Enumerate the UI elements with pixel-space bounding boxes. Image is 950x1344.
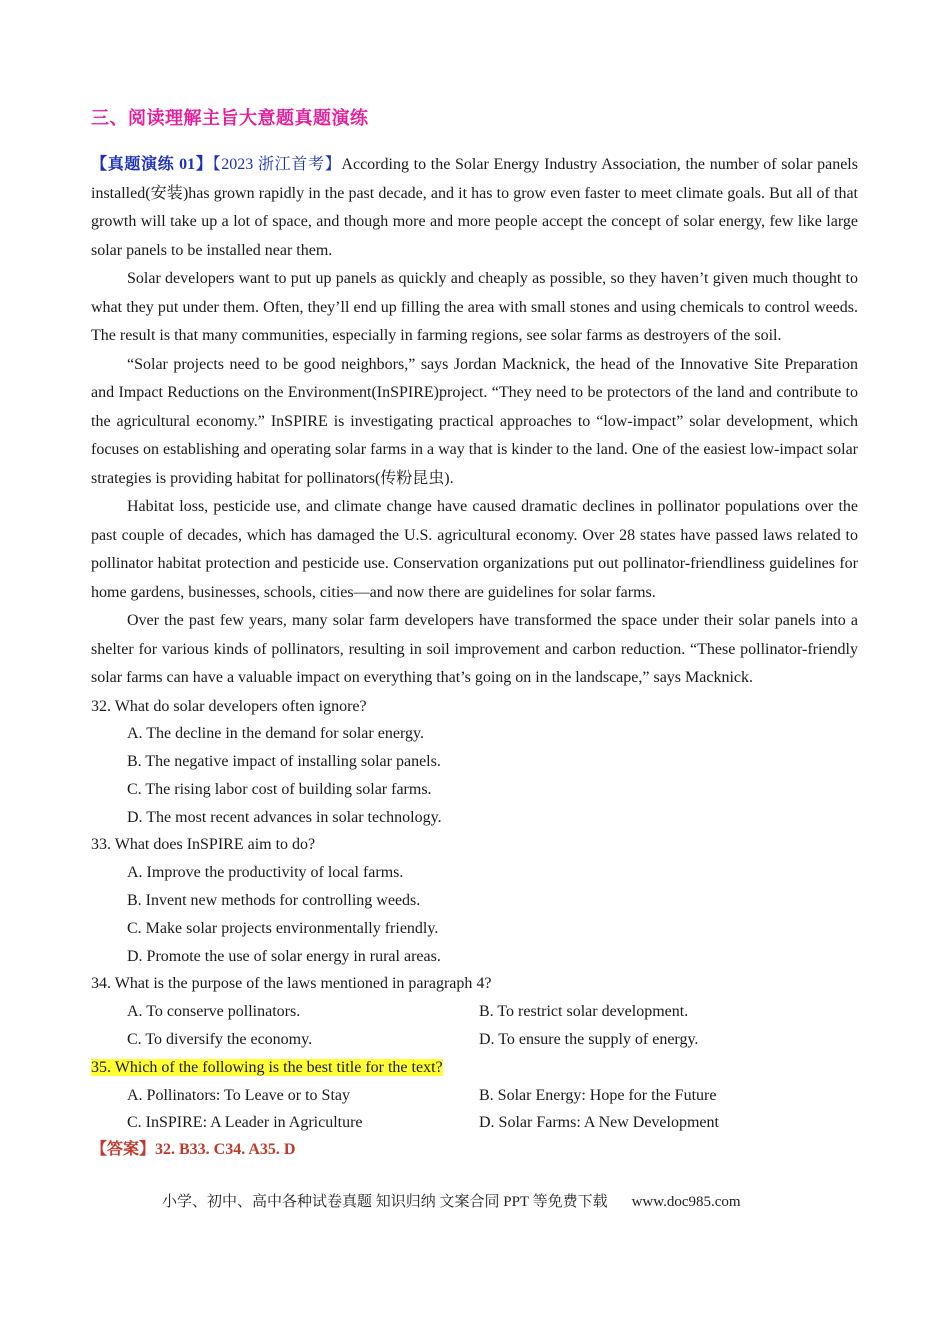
footer-url[interactable]: www.doc985.com: [631, 1194, 741, 1210]
section-title: 三、阅读理解主旨大意题真题演练: [91, 108, 369, 129]
option-b: B. Solar Energy: Hope for the Future: [479, 1086, 717, 1104]
option-c: C. Make solar projects environmentally friendly.: [127, 919, 439, 937]
option-a: A. The decline in the demand for solar energy.: [127, 725, 424, 743]
option-d: D. Promote the use of solar energy in rural areas.: [127, 947, 441, 965]
passage-paragraph-4: Habitat loss, pesticide use, and climate change have caused dramatic declines in pollinator populations over the past couple of decades, which has damaged the U.S. agricultural economy. Over 28 states have passed laws related to pollinator habitat protection and pesticide use. Conservation organizations put out pollinator-friendliness guidelines for home gardens, businesses, schools, cities—and now there are guidelines for solar farms.: [91, 498, 858, 601]
option-b: B. Invent new methods for controlling weeds.: [127, 892, 421, 910]
question-34-options: [91, 998, 858, 1054]
option-a: A. To conserve pollinators.: [127, 1003, 301, 1021]
exam-tag: 【真题演练 01】: [91, 156, 213, 173]
passage-paragraph-5: Over the past few years, many solar farm developers have transformed the space under their solar panels into a shelter for various kinds of pollinators, resulting in soil improvement and carbon reduction. “These pollinator-friendly solar farms can have a valuable impact on everything that’s going on in the landscape,” says Macknick.: [91, 612, 858, 686]
option-c: C. InSPIRE: A Leader in Agriculture: [127, 1114, 363, 1132]
option-d: D. To ensure the supply of energy.: [479, 1031, 699, 1049]
passage-paragraph-3: “Solar projects need to be good neighbors,” says Jordan Macknick, the head of the Innovative Site Preparation and Impact Reductions on the Environment(InSPIRE)project. “They need to be protectors of the land and contribute to the agricultural economy.” InSPIRE is investigating practical approaches to “low-impact” solar development, which focuses on establishing and operating solar farms in a way that is kinder to the land. One of the easiest low-impact solar strategies is providing habitat for pollinators(传粉昆虫).: [91, 355, 858, 487]
passage-paragraph-2: Solar developers want to put up panels as quickly and cheaply as possible, so they haven’t given much thought to what they put under them. Often, they’ll end up filling the area with small stones and using chemicals to control weeds. The result is that many communities, especially in farming regions, see solar farms as destroyers of the soil.: [91, 270, 858, 344]
question-32-stem: 32. What do solar developers often ignore?: [91, 697, 367, 715]
question-33-stem: 33. What does InSPIRE aim to do?: [91, 836, 316, 854]
answer-key: 【答案】32. B33. C34. A35. D: [91, 1141, 296, 1159]
option-b: B. The negative impact of installing solar panels.: [127, 753, 441, 771]
question-35-options: [91, 1082, 858, 1138]
option-a: A. Improve the productivity of local farms.: [127, 864, 404, 882]
paragraph-text: According to the Solar Energy Industry Association, the number of solar panels installed(安装)has grown rapidly in the past decade, and it has to grow even faster to meet climate goals. But all of that growth will take up a lot of space, and though more and more people accept the concept of solar energy, few like large solar panels to be installed near them.: [91, 156, 858, 259]
option-d: D. Solar Farms: A New Development: [479, 1114, 719, 1132]
page-footer: [162, 1190, 741, 1211]
question-34-stem: 34. What is the purpose of the laws mentioned in paragraph 4?: [91, 975, 492, 993]
question-33-options: [91, 859, 858, 970]
footer-text: 小学、初中、高中各种试卷真题 知识归纳 文案合同 PPT 等免费下载: [162, 1194, 608, 1210]
option-a: A. Pollinators: To Leave or to Stay: [127, 1086, 350, 1104]
highlighted-question-text: 35. Which of the following is the best title for the text?: [91, 1058, 443, 1076]
question-32-options: [91, 720, 858, 831]
option-b: B. To restrict solar development.: [479, 1003, 689, 1021]
option-c: C. To diversify the economy.: [127, 1031, 313, 1049]
passage-paragraph-1: [91, 151, 858, 265]
option-d: D. The most recent advances in solar technology.: [127, 808, 442, 826]
exam-content: [91, 151, 858, 1163]
question-35-stem: [91, 1054, 858, 1082]
source-tag: 【2023 浙江首考】: [212, 156, 342, 173]
option-c: C. The rising labor cost of building solar farms.: [127, 780, 432, 798]
